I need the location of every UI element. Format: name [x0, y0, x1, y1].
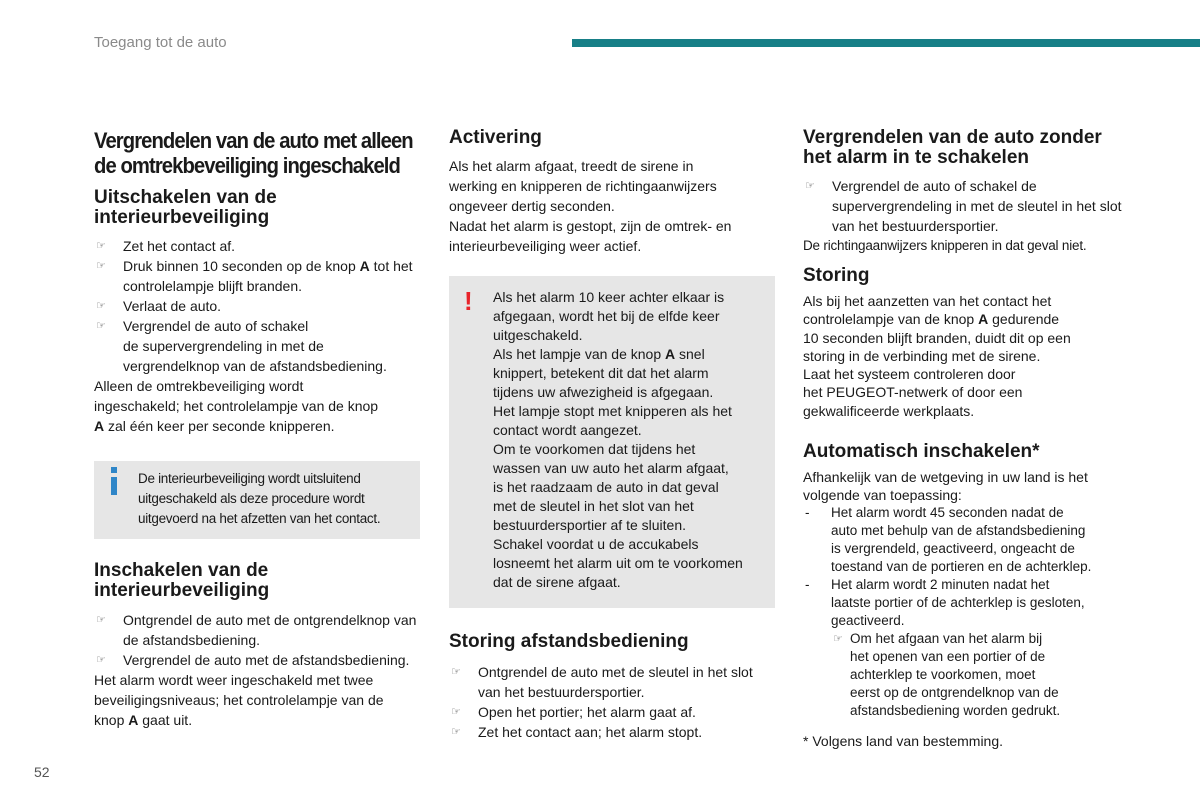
list-item	[94, 650, 424, 670]
text-line: beveiligingsniveaus; het controlelampje van de	[94, 692, 384, 708]
list-item-text: de supervergrendeling in met de	[123, 338, 324, 354]
list-item	[803, 576, 1133, 720]
warning-line	[493, 345, 767, 364]
warning-text: snel	[675, 346, 705, 362]
text-line: toestand van de portieren en de achterklep.	[831, 559, 1092, 575]
dash-marker: -	[805, 505, 810, 521]
text-line: het openen van een portier of de	[850, 649, 1046, 665]
list-item-text: Vergrendel de auto of schakel de supervergrendeling in met de sleutel in het slot van het bestuurdersportier.	[832, 178, 1122, 234]
warning-line: contact wordt aangezet.	[493, 422, 642, 438]
text-line: Om het afgaan van het alarm bij	[850, 631, 1043, 647]
page-number: 52	[34, 764, 50, 780]
warning-line: knippert, betekent dit dat het alarm	[493, 365, 709, 381]
info-box	[94, 461, 420, 539]
text-line: eerst op de ontgrendelknop van de	[850, 685, 1059, 701]
list-item	[94, 296, 424, 316]
warning-box	[449, 276, 775, 608]
heading-automatisch-inschakelen: Automatisch inschakelen*	[803, 441, 1040, 463]
footnote: * Volgens land van bestemming.	[803, 733, 1004, 750]
pointing-hand-icon: ☞	[833, 633, 843, 646]
list-item-text: Vergrendel de auto of schakel	[123, 318, 309, 334]
list-item-text: tot het controlelampje blijft branden.	[123, 258, 413, 294]
text-line: is vergrendeld, geactiveerd, ongeacht de	[831, 541, 1075, 557]
pointing-hand-icon: ☞	[96, 614, 106, 626]
zonder-note: De richtingaanwijzers knipperen in dat geval niet.	[803, 238, 1087, 253]
heading-inschakelen	[94, 561, 424, 601]
text-line: Het alarm wordt 2 minuten nadat het	[831, 577, 1050, 593]
list-item	[94, 256, 424, 296]
pointing-hand-icon: ☞	[96, 320, 106, 332]
list-item-text: Verlaat de auto.	[123, 298, 222, 314]
column-3	[803, 128, 1133, 750]
text-line: Nadat het alarm is gestopt, zijn de omtrek- en	[449, 218, 732, 234]
list-item-text: Druk binnen 10 seconden op de knop	[123, 258, 360, 274]
main-title-line1: Vergrendelen van de auto met alleen	[94, 128, 413, 153]
text-line: geactiveerd.	[831, 613, 905, 629]
warning-line: bestuurdersportier af te sluiten.	[493, 517, 686, 533]
text-line: ingeschakeld; het controlelampje van de knop	[94, 398, 379, 414]
pointing-hand-icon: ☞	[451, 726, 461, 738]
text-line: Het alarm wordt 45 seconden nadat de	[831, 505, 1064, 521]
dash-marker: -	[805, 577, 810, 593]
pointing-hand-icon: ☞	[96, 240, 106, 252]
pointing-hand-icon: ☞	[96, 654, 106, 666]
text-line: gedurende	[988, 311, 1060, 328]
warning-line: tijdens uw afwezigheid is afgegaan.	[493, 384, 714, 400]
text-line: Als het alarm afgaat, treedt de sirene in	[449, 158, 694, 174]
warning-line: dat de sirene afgaat.	[493, 574, 621, 590]
heading-uitschakelen	[94, 188, 424, 228]
inschakelen-steps	[94, 610, 424, 670]
warning-line: afgegaan, wordt het bij de elfde keer	[493, 308, 720, 324]
list-item-text: vergrendelknop van de afstandsbediening.	[123, 358, 387, 374]
text-line: werking en knipperen de richtingaanwijzers	[449, 178, 717, 194]
button-label-a: A	[94, 418, 105, 434]
list-item	[94, 610, 424, 650]
uitschakelen-steps	[94, 236, 424, 376]
list-item-text: Zet het contact af.	[123, 238, 236, 254]
pointing-hand-icon: ☞	[96, 300, 106, 312]
zonder-steps	[803, 176, 1129, 236]
heading-zonder-alarm	[803, 128, 1133, 168]
header-accent-bar	[572, 39, 1200, 47]
storing-afstand-steps	[449, 662, 775, 742]
heading-line: interieurbeveiliging	[94, 580, 270, 601]
warning-line: Het lampje stopt met knipperen als het	[493, 403, 732, 419]
heading-line: Uitschakelen van de	[94, 187, 277, 208]
column-1	[94, 128, 424, 730]
text-line: Afhankelijk van de wetgeving in uw land is het	[803, 469, 1088, 486]
warning-line: uitgeschakeld.	[493, 327, 583, 343]
pointing-hand-icon: ☞	[96, 260, 106, 272]
pointing-hand-icon: ☞	[451, 666, 461, 678]
info-line: uitgeschakeld als deze procedure wordt	[138, 491, 365, 506]
list-item	[94, 316, 424, 376]
warning-line: wassen van uw auto het alarm afgaat,	[493, 460, 729, 476]
text-line: volgende van toepassing:	[803, 487, 962, 504]
heading-line: interieurbeveiliging	[94, 207, 270, 228]
list-item	[449, 662, 775, 702]
list-item-text: Vergrendel de auto met de afstandsbediening.	[123, 652, 410, 668]
text-line: achterklep te voorkomen, moet	[850, 667, 1036, 683]
pointing-hand-icon: ☞	[451, 706, 461, 718]
auto-intro	[803, 468, 1133, 504]
text-line: afstandsbediening worden gedrukt.	[850, 703, 1061, 719]
heading-line: Vergrendelen van de auto zonder	[803, 127, 1102, 148]
warning-line: met de sleutel in het slot van het	[493, 498, 694, 514]
heading-activering: Activering	[449, 127, 542, 148]
text-line: gekwalificeerde werkplaats.	[803, 402, 975, 419]
sub-list-item	[833, 630, 1133, 720]
list-item-text: Zet het contact aan; het alarm stopt.	[478, 724, 703, 740]
text-line: 10 seconden blijft branden, duidt dit op een	[803, 329, 1071, 346]
text-line: Het alarm wordt weer ingeschakeld met twee	[94, 672, 374, 688]
section-title: Toegang tot de auto	[94, 34, 227, 51]
auto-conditions	[803, 504, 1133, 720]
text-line: Laat het systeem controleren door	[803, 366, 1016, 383]
main-title	[94, 128, 425, 178]
warning-line: Om te voorkomen dat tijdens het	[493, 441, 696, 457]
text-line: gaat uit.	[138, 712, 193, 728]
exclamation-icon: !	[464, 286, 473, 316]
list-item	[803, 504, 1133, 576]
button-label-a: A	[978, 311, 989, 328]
activering-text	[449, 156, 775, 256]
button-label-a: A	[665, 346, 676, 362]
text-line: laatste portier of de achterklep is gesloten,	[831, 595, 1085, 611]
list-item	[449, 722, 775, 742]
text-line: storing in de verbinding met de sirene.	[803, 347, 1041, 364]
warning-text: Als het lampje van de knop	[493, 346, 665, 362]
pointing-hand-icon: ☞	[805, 180, 815, 192]
text-line: knop	[94, 712, 129, 728]
text-line: Als bij het aanzetten van het contact het	[803, 293, 1052, 309]
text-line: ongeveer dertig seconden.	[449, 198, 615, 214]
warning-line: Schakel voordat u de accukabels	[493, 536, 699, 552]
button-label-a: A	[359, 258, 370, 274]
text-line: Alleen de omtrekbeveiliging wordt	[94, 378, 304, 394]
info-line: uitgevoerd na het afzetten van het contact.	[138, 511, 381, 526]
text-line: auto met behulp van de afstandsbediening	[831, 523, 1086, 539]
main-title-line2: de omtrekbeveiliging ingeschakeld	[94, 153, 400, 178]
button-label-a: A	[128, 712, 139, 728]
warning-line: losneemt het alarm uit om te voorkomen	[493, 555, 743, 571]
uitschakelen-note	[94, 376, 424, 436]
text-line: het PEUGEOT-netwerk of door een	[803, 384, 1023, 401]
storing-text	[803, 292, 1133, 420]
text-line: controlelampje van de knop	[803, 311, 979, 328]
text-line: interieurbeveiliging weer actief.	[449, 238, 642, 254]
list-item	[803, 176, 1129, 236]
heading-storing: Storing	[803, 265, 870, 286]
column-2	[449, 128, 775, 742]
warning-line: Als het alarm 10 keer achter elkaar is	[493, 289, 725, 305]
warning-line: is het raadzaam de auto in dat geval	[493, 479, 719, 495]
list-item-text: Ontgrendel de auto met de ontgrendelknop van de afstandsbediening.	[123, 612, 417, 648]
heading-line: het alarm in te schakelen	[803, 147, 1029, 168]
heading-line: Inschakelen van de	[94, 560, 269, 581]
list-item-text: Open het portier; het alarm gaat af.	[478, 704, 696, 720]
info-icon	[108, 467, 120, 497]
list-item-text: Ontgrendel de auto met de sleutel in het slot van het bestuurdersportier.	[478, 664, 753, 700]
list-item	[449, 702, 775, 722]
inschakelen-note	[94, 670, 424, 730]
text-line: zal één keer per seconde knipperen.	[104, 418, 335, 434]
list-item	[94, 236, 424, 256]
info-line: De interieurbeveiliging wordt uitsluitend	[138, 471, 361, 486]
heading-storing-afstandsbediening: Storing afstandsbediening	[449, 631, 689, 652]
